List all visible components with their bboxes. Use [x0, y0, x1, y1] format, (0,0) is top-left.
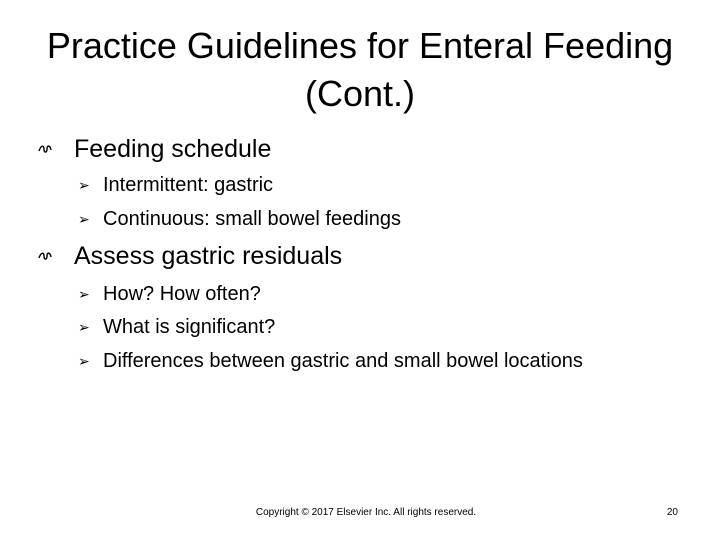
sub-bullet-intermittent [78, 172, 273, 198]
sub-bullet-text: Continuous: small bowel feedings [103, 207, 401, 230]
bullet-feeding-schedule [38, 131, 271, 167]
page-number: 20 [666, 507, 678, 518]
sub-bullet-how-often [78, 281, 261, 307]
sub-bullet-text: How? How often? [103, 282, 261, 305]
curly-loop-icon [38, 251, 74, 261]
sub-bullet-text: What is significant? [103, 315, 276, 338]
arrowhead-icon: ➢ [78, 285, 90, 302]
sub-bullet-text: Differences between gastric and small bowel locations [103, 349, 583, 372]
bullet-text: Assess gastric residuals [74, 241, 343, 270]
sub-bullet-differences [78, 348, 583, 374]
sub-bullet-significant [78, 314, 275, 340]
arrowhead-icon: ➢ [78, 210, 90, 227]
footer-copyright: Copyright © 2017 Elsevier Inc. All rights reserved. [255, 507, 477, 518]
sub-bullet-text: Intermittent: gastric [103, 173, 274, 196]
arrowhead-icon: ➢ [78, 352, 90, 369]
curly-loop-icon [38, 144, 74, 154]
slide-title: Practice Guidelines for Enteral Feeding (Cont.) [46, 25, 674, 114]
arrowhead-icon: ➢ [78, 318, 90, 335]
arrowhead-icon: ➢ [78, 176, 90, 193]
bullet-text: Feeding schedule [74, 134, 272, 163]
sub-bullet-continuous [78, 206, 401, 232]
bullet-assess-gastric-residuals [38, 238, 342, 274]
